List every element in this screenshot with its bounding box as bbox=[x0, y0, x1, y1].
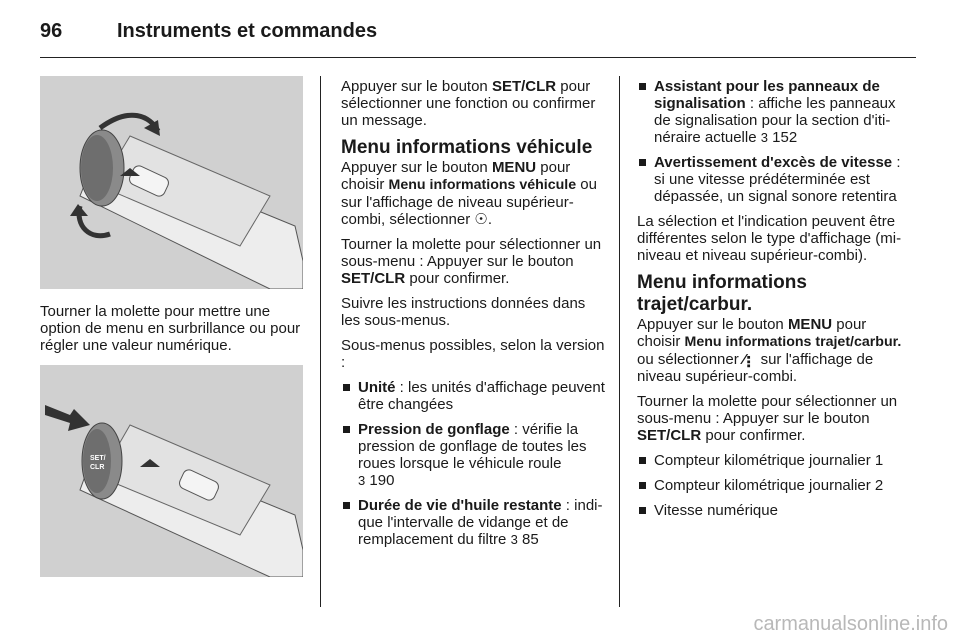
bullet-icon bbox=[639, 457, 646, 464]
list-item: Compteur kilométrique journalier 1 bbox=[637, 452, 902, 469]
figure-stalk-wheel bbox=[40, 76, 303, 289]
bullet-icon bbox=[639, 482, 646, 489]
bullet-icon bbox=[639, 159, 646, 166]
svg-text:CLR: CLR bbox=[90, 464, 105, 471]
page-header bbox=[0, 0, 960, 60]
column-divider-2 bbox=[619, 76, 620, 607]
figure-caption: Tourner la molette pour mettre une option de menu en surbrillance ou pour régler une valeur numérique. bbox=[40, 303, 301, 354]
list-item: Avertissement d'excès de vitesse : si une vitesse prédéterminée est dépassée, un signal sonore retentira bbox=[637, 154, 902, 205]
bullet-icon bbox=[343, 426, 350, 433]
stalk-illustration-1 bbox=[40, 76, 303, 289]
paragraph-follow: Suivre les instructions données dans les sous-menus. bbox=[341, 295, 586, 329]
bullet-icon bbox=[639, 507, 646, 514]
list-item: Durée de vie d'huile restante : indique l'intervalle de vidange et de remplacement du filtre 3 85 bbox=[341, 497, 606, 548]
heading-vehicle-info: Menu informations véhicule bbox=[341, 137, 593, 158]
heading-trip-info: Menu informations trajet/carbur. bbox=[637, 272, 807, 315]
stalk-illustration-2 bbox=[40, 365, 303, 577]
paragraph-turn-wheel-2: Tourner la molette pour sélectionner un sous-menu : Appuyer sur le bouton SET/CLR pour confirmer. bbox=[637, 393, 898, 444]
bullet-icon bbox=[343, 384, 350, 391]
page-title: Instruments et commandes bbox=[117, 20, 378, 42]
svg-text:SET/: SET/ bbox=[90, 455, 106, 462]
page-ref-arrow-icon: 3 bbox=[760, 130, 768, 145]
watermark: carmanualsonline.info bbox=[753, 613, 948, 635]
list-item: Unité : les unités d'affichage peuvent être changées bbox=[341, 379, 606, 413]
page-number: 96 bbox=[40, 20, 63, 42]
list-item: Vitesse numérique bbox=[637, 502, 902, 519]
bullet-icon bbox=[639, 83, 646, 90]
paragraph-menu-vehicle: Appuyer sur le bouton MENU pour choisir Menu informations véhicule ou sur l'affichage de niveau supérieur-combi, sélectionner ☉. bbox=[341, 159, 597, 228]
header-rule bbox=[40, 57, 916, 58]
paragraph-menu-trip: Appuyer sur le bouton MENU pour choisir Menu informations trajet/carbur. ou sélectionner ⁄⡆ sur l'affichage de niveau supérieur-combi. bbox=[637, 316, 902, 385]
page-ref-arrow-icon: 3 bbox=[358, 473, 366, 488]
list-item: Assistant pour les panneaux de signalisation : affiche les panneaux de signalisation pour la section d'itinéraire actuelle 3 152 bbox=[637, 78, 902, 146]
figure-set-clr-button bbox=[40, 365, 303, 577]
column-divider-1 bbox=[320, 76, 321, 607]
right-column bbox=[637, 78, 902, 527]
paragraph-selection: La sélection et l'indication peuvent être différentes selon le type d'affichage (mi-niveau et niveau supérieur-combi). bbox=[637, 213, 902, 264]
list-item: Pression de gonflage : vérifie la pression de gonflage de toutes les roues lorsque le véhicule roule 3 190 bbox=[341, 421, 606, 489]
car-symbol-icon: ☉ bbox=[474, 211, 488, 228]
page-ref-arrow-icon: 3 bbox=[510, 532, 518, 547]
paragraph-set-clr: Appuyer sur le bouton SET/CLR pour sélectionner une fonction ou confirmer un message. bbox=[341, 78, 596, 129]
trip-symbol-icon: ⁄⡆ bbox=[742, 351, 757, 368]
middle-column bbox=[341, 78, 606, 556]
bullet-icon bbox=[343, 502, 350, 509]
list-item: Compteur kilométrique journalier 2 bbox=[637, 477, 902, 494]
paragraph-turn-wheel: Tourner la molette pour sélectionner un sous-menu : Appuyer sur le bouton SET/CLR pour confirmer. bbox=[341, 236, 602, 287]
paragraph-submenus: Sous-menus possibles, selon la version : bbox=[341, 337, 605, 371]
